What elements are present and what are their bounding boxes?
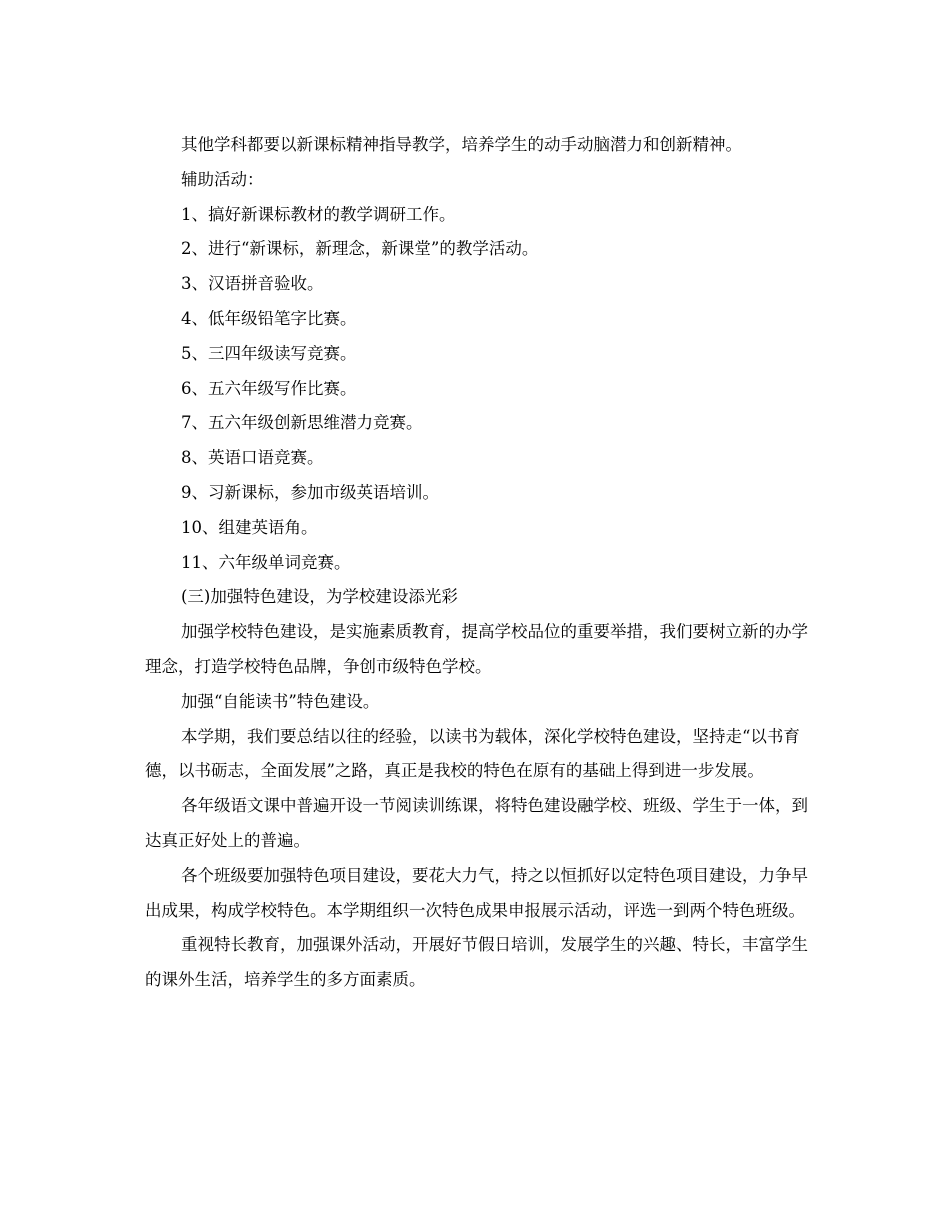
list-item-11: 11、六年级单词竞赛。 (181, 552, 351, 572)
list-item-3: 3、汉语拼音验收。 (181, 274, 324, 294)
list-item-10: 10、组建英语角。 (181, 517, 318, 537)
paragraph-this-semester: 本学期，我们要总结以往的经验，以读书为载体，深化学校特色建设，坚持走“以书育德，以书砺志，全面发展”之路，真正是我校的特色在原有的基础上得到进一步发展。 (145, 726, 800, 781)
paragraph-2: 辅助活动： (181, 169, 264, 189)
paragraph-special-building: 加强学校特色建设，是实施素质教育，提高学校品位的重要举措，我们要树立新的办学理念，打造学校特色品牌，争创市级特色学校。 (145, 622, 808, 676)
paragraph-class-projects: 各个班级要加强特色项目建设，要花大力气，持之以恒抓好以定特色项目建设，力争早出成果，构成学校特色。本学期组织一次特色成果申报展示活动，评选一到两个特色班级。 (145, 865, 808, 920)
paragraph-reading-class: 各年级语文课中普遍开设一节阅读训练课，将特色建设融学校、班级、学生于一体，到达真正好处上的普遍。 (145, 796, 808, 850)
list-item-9: 9、习新课标，参加市级英语培训。 (181, 482, 439, 502)
paragraph-self-reading: 加强“自能读书”特色建设。 (181, 691, 380, 711)
list-item-1: 1、搞好新课标教材的教学调研工作。 (181, 204, 456, 224)
list-item-7: 7、五六年级创新思维潜力竞赛。 (181, 413, 423, 433)
list-item-2: 2、进行“新课标，新理念，新课堂”的教学活动。 (181, 239, 539, 259)
paragraph-1: 其他学科都要以新课标精神指导教学，培养学生的动手动脑潜力和创新精神。 (181, 135, 742, 154)
paragraph-talent-education: 重视特长教育，加强课外活动，开展好节假日培训，发展学生的兴趣、特长，丰富学生的课外生活，培养学生的多方面素质。 (145, 935, 808, 990)
list-item-8: 8、英语口语竞赛。 (181, 448, 324, 468)
list-item-6: 6、五六年级写作比赛。 (181, 378, 357, 398)
document-body (145, 128, 810, 998)
list-item-5: 5、三四年级读写竞赛。 (181, 343, 357, 363)
section-heading: (三)加强特色建设，为学校建设添光彩 (181, 587, 458, 607)
list-item-4: 4、低年级铅笔字比赛。 (181, 308, 357, 328)
